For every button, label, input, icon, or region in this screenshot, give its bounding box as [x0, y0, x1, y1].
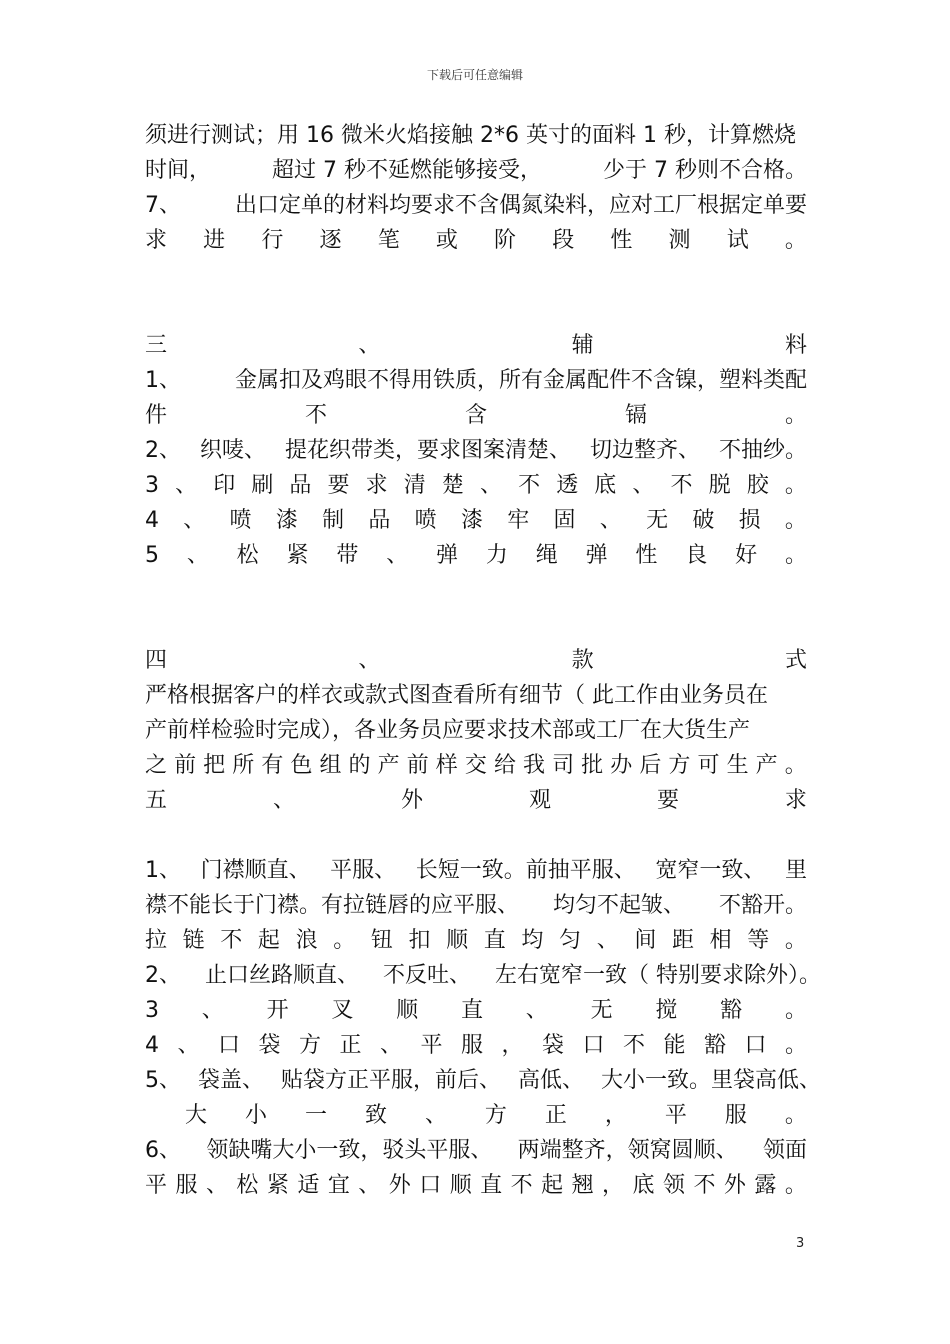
text-segment: 料	[784, 333, 807, 358]
text-segment: 起	[541, 1173, 564, 1198]
text-segment: 距	[671, 928, 694, 953]
text-segment: 两端整齐，领窝圆顺、	[517, 1138, 738, 1163]
text-segment: 6、	[145, 1138, 181, 1163]
text-segment: 大小一致。里袋高低、	[600, 1068, 821, 1093]
text-segment: 平	[420, 1033, 443, 1058]
text-segment: 良	[685, 543, 708, 568]
text-segment: 。	[784, 1033, 807, 1058]
text-segment: 松	[236, 1173, 259, 1198]
text-segment: 均	[521, 928, 544, 953]
text-segment: 要	[327, 473, 350, 498]
text-segment: 四	[145, 648, 168, 673]
text-segment: 、	[201, 998, 224, 1023]
text-segment: 扣	[408, 928, 431, 953]
text-segment: 紧	[266, 1173, 289, 1198]
text-segment: 求	[145, 228, 168, 253]
text-segment: 方	[298, 1033, 321, 1058]
text-segment: 不	[670, 473, 693, 498]
text-segment: 不豁开。	[718, 893, 807, 918]
text-segment: 不	[304, 403, 327, 428]
text-segment: 口	[744, 1033, 767, 1058]
text-segment: 直	[483, 928, 506, 953]
text-segment: 逐	[319, 228, 342, 253]
text-segment: 袋盖、	[197, 1068, 264, 1093]
text-segment: 组	[319, 753, 342, 778]
text-segment: 袋	[258, 1033, 281, 1058]
text-line	[145, 398, 807, 433]
text-segment: 所	[232, 753, 255, 778]
text-segment: 松	[236, 543, 259, 568]
text-segment: 的	[348, 753, 371, 778]
text-segment: 贴袋方正平服，前后、	[280, 1068, 501, 1093]
text-segment: 、	[479, 473, 502, 498]
text-line	[145, 363, 807, 398]
text-line	[145, 433, 807, 468]
text-segment: 口	[217, 1033, 240, 1058]
text-segment: 无	[646, 508, 669, 533]
text-segment: 5、	[145, 1068, 181, 1093]
text-segment: 叉	[331, 998, 354, 1023]
text-segment: 襟不能长于门襟。有拉链唇的应平服、	[145, 893, 520, 918]
text-segment: 脱	[708, 473, 731, 498]
text-segment: 方	[484, 1103, 507, 1128]
text-segment: 5	[145, 543, 159, 568]
text-segment: 顺	[449, 1173, 472, 1198]
text-segment: 刷	[251, 473, 274, 498]
text-segment: 、	[599, 508, 622, 533]
text-segment: 直	[460, 998, 483, 1023]
text-segment: 把	[203, 753, 226, 778]
text-segment: 相	[709, 928, 732, 953]
text-segment: 袋	[541, 1033, 564, 1058]
text-segment: 、	[379, 1033, 402, 1058]
text-segment: 平	[664, 1103, 687, 1128]
text-segment: 不反吐、	[382, 963, 471, 988]
text-segment: 辅	[571, 333, 594, 358]
text-segment: 领	[662, 1173, 685, 1198]
text-segment: 、	[525, 998, 548, 1023]
text-segment: 不	[693, 1173, 716, 1198]
text-segment: 试	[726, 228, 749, 253]
text-segment: 外	[400, 788, 423, 813]
text-segment: 性	[610, 228, 633, 253]
text-segment: 底	[594, 473, 617, 498]
text-segment: 4	[145, 1033, 159, 1058]
text-segment: 1、	[145, 368, 181, 393]
text-line	[145, 538, 807, 573]
text-segment: 时间，	[145, 158, 212, 183]
text-segment: 品	[289, 473, 312, 498]
text-segment: 一	[304, 1103, 327, 1128]
text-segment: 平服、	[330, 858, 397, 883]
text-line	[145, 713, 807, 748]
text-segment: 印	[213, 473, 236, 498]
text-segment: 露	[754, 1173, 777, 1198]
text-segment: 服	[724, 1103, 747, 1128]
text-segment: 我	[523, 753, 546, 778]
text-segment: 测	[668, 228, 691, 253]
text-segment: 行	[261, 228, 284, 253]
text-segment: 提花织带类，要求图案清楚、	[284, 438, 571, 463]
text-segment: 三	[145, 333, 168, 358]
text-segment: 固	[553, 508, 576, 533]
text-segment: 豁	[720, 998, 743, 1023]
text-segment: 、	[358, 648, 381, 673]
text-segment: 制	[322, 508, 345, 533]
text-segment: 漆	[275, 508, 298, 533]
text-segment: 式	[784, 648, 807, 673]
text-segment: 。	[333, 928, 356, 953]
text-segment: 、	[358, 333, 381, 358]
text-line	[145, 1028, 807, 1063]
text-segment: 适	[297, 1173, 320, 1198]
text-segment: 顺	[446, 928, 469, 953]
text-segment: 匀	[559, 928, 582, 953]
text-segment: 均匀不起皱、	[552, 893, 685, 918]
text-segment: 口	[419, 1173, 442, 1198]
text-line	[145, 993, 807, 1028]
text-segment: 性	[635, 543, 658, 568]
text-segment: 。	[784, 508, 807, 533]
text-line	[145, 853, 807, 888]
text-segment: 4	[145, 508, 159, 533]
text-segment: 开	[266, 998, 289, 1023]
text-line	[145, 1063, 821, 1098]
text-segment: 高低、	[517, 1068, 584, 1093]
text-segment: 司	[552, 753, 575, 778]
text-segment: 少于 7 秒则不合格。	[603, 158, 807, 183]
text-segment: 喷	[229, 508, 252, 533]
text-segment: 里	[784, 858, 807, 883]
text-segment: 正	[339, 1033, 362, 1058]
text-segment: 不	[518, 473, 541, 498]
text-segment: 出口定单的材料均要求不含偶氮染料，应对工厂根据定单要	[234, 193, 807, 218]
text-segment: 直	[480, 1173, 503, 1198]
text-segment: 、	[358, 1173, 381, 1198]
text-segment: 透	[556, 473, 579, 498]
text-line	[145, 503, 807, 538]
text-segment: 、	[186, 543, 209, 568]
text-segment: 产	[377, 753, 400, 778]
text-segment: 服	[175, 1173, 198, 1198]
text-line	[145, 748, 807, 783]
text-segment: 有	[261, 753, 284, 778]
text-segment: 清	[403, 473, 426, 498]
text-segment: 、	[632, 473, 655, 498]
text-line	[145, 468, 807, 503]
text-segment: 须进行测试；用 16 微米火焰接触 2*6 英寸的面料 1 秒，计算燃烧	[145, 123, 796, 148]
text-segment: 绳	[535, 543, 558, 568]
text-segment: 2、	[145, 438, 181, 463]
text-segment: 。	[784, 543, 807, 568]
text-segment: 、	[175, 473, 198, 498]
text-segment: 给	[493, 753, 516, 778]
text-segment: 可	[697, 753, 720, 778]
text-segment: 交	[464, 753, 487, 778]
text-segment: 胶	[746, 473, 769, 498]
text-segment: 产	[755, 753, 778, 778]
text-segment: 段	[552, 228, 575, 253]
text-segment: 求	[365, 473, 388, 498]
text-segment: 求	[784, 788, 807, 813]
text-segment: 品	[368, 508, 391, 533]
text-segment: 办	[610, 753, 633, 778]
text-segment: 件	[145, 403, 168, 428]
text-segment: 止口丝路顺直、	[204, 963, 359, 988]
section-heading-style	[145, 643, 807, 678]
text-segment: 弹	[436, 543, 459, 568]
text-segment: 能	[663, 1033, 686, 1058]
text-segment: 致	[364, 1103, 387, 1128]
text-segment: 款	[571, 648, 594, 673]
text-segment: 五	[145, 788, 168, 813]
text-segment: 、	[596, 928, 619, 953]
text-segment: 损	[738, 508, 761, 533]
text-segment: 外	[723, 1173, 746, 1198]
text-segment: 宜	[327, 1173, 350, 1198]
text-segment: 服	[460, 1033, 483, 1058]
text-line	[145, 153, 807, 188]
text-segment: 不	[622, 1033, 645, 1058]
text-segment: 不抽纱。	[718, 438, 807, 463]
text-segment: 拉	[145, 928, 168, 953]
text-line	[145, 188, 807, 223]
text-segment: 3	[145, 473, 159, 498]
text-segment: 带	[336, 543, 359, 568]
text-segment: ，	[602, 1173, 625, 1198]
text-segment: 。	[784, 1173, 807, 1198]
text-line	[145, 1098, 807, 1133]
text-segment: 。	[784, 403, 807, 428]
text-segment: 弹	[585, 543, 608, 568]
text-segment: 、	[272, 788, 295, 813]
text-segment: 。	[784, 1103, 807, 1128]
text-line	[145, 223, 807, 258]
text-segment: 。	[784, 228, 807, 253]
text-segment: 喷	[414, 508, 437, 533]
text-segment: 进	[203, 228, 226, 253]
text-segment: ，	[604, 1103, 627, 1128]
text-segment: 后	[639, 753, 662, 778]
text-segment: 不	[220, 928, 243, 953]
text-segment: 牢	[507, 508, 530, 533]
text-segment: ，	[501, 1033, 524, 1058]
text-segment: 平	[145, 1173, 168, 1198]
text-segment: 织唛、	[199, 438, 266, 463]
text-segment: 、	[183, 508, 206, 533]
text-segment: 左右宽窄一致（ 特别要求除外）。	[494, 963, 821, 988]
text-segment: 切边整齐、	[589, 438, 700, 463]
text-line	[145, 958, 821, 993]
text-segment: 正	[544, 1103, 567, 1128]
text-line	[145, 118, 807, 153]
text-segment: 紧	[286, 543, 309, 568]
text-segment: 力	[485, 543, 508, 568]
text-segment: 金属扣及鸡眼不得用铁质，所有金属配件不含镍，塑料类配	[234, 368, 807, 393]
text-line	[145, 1168, 807, 1203]
text-segment: 阶	[494, 228, 517, 253]
text-segment: 链	[182, 928, 205, 953]
text-segment: 之	[145, 753, 168, 778]
text-segment: 小	[244, 1103, 267, 1128]
text-segment: 色	[290, 753, 313, 778]
text-segment: 漆	[460, 508, 483, 533]
text-segment: 要	[656, 788, 679, 813]
text-segment: 严格根据客户的样衣或款式图查看所有细节（ 此工作由业务员在	[145, 683, 768, 708]
text-segment: 3	[145, 998, 159, 1023]
text-segment: 、	[205, 1173, 228, 1198]
text-segment: 样	[435, 753, 458, 778]
text-segment: 前	[174, 753, 197, 778]
section-heading-appearance	[145, 783, 807, 818]
text-segment: 生	[726, 753, 749, 778]
page-header: 下载后可任意编辑	[426, 68, 523, 82]
text-segment: 2、	[145, 963, 181, 988]
text-segment: 。	[784, 928, 807, 953]
document-body	[145, 118, 821, 1203]
text-segment: 。	[784, 473, 807, 498]
text-segment: 。	[784, 998, 807, 1023]
text-segment: 好	[735, 543, 758, 568]
text-segment: 超过 7 秒不延燃能够接受，	[272, 158, 542, 183]
text-line	[145, 678, 807, 713]
text-segment: 。	[784, 753, 807, 778]
text-segment: 起	[257, 928, 280, 953]
text-segment: 浪	[295, 928, 318, 953]
text-segment: 、	[386, 543, 409, 568]
text-segment: 外	[388, 1173, 411, 1198]
text-segment: 长短一致。前抽平服、	[415, 858, 636, 883]
text-segment: 不	[510, 1173, 533, 1198]
text-segment: 领面	[762, 1138, 807, 1163]
text-segment: 观	[528, 788, 551, 813]
text-segment: 前	[406, 753, 429, 778]
text-segment: 笔	[377, 228, 400, 253]
text-segment: 批	[581, 753, 604, 778]
text-segment: 翘	[571, 1173, 594, 1198]
text-segment: 、	[424, 1103, 447, 1128]
text-segment: 无	[590, 998, 613, 1023]
text-segment: 破	[692, 508, 715, 533]
text-segment: 钮	[370, 928, 393, 953]
text-segment: 7、	[145, 193, 181, 218]
text-segment: 大	[185, 1103, 208, 1128]
text-line	[145, 1133, 807, 1168]
text-segment: 产前样检验时完成），各业务员应要求技术部或工厂在大货生产	[145, 718, 751, 743]
text-segment: 领缺嘴大小一致，驳头平服、	[206, 1138, 493, 1163]
section-heading-accessories	[145, 328, 807, 363]
text-segment: 门襟顺直、	[200, 858, 311, 883]
text-segment: 或	[435, 228, 458, 253]
text-segment: 口	[582, 1033, 605, 1058]
page-number: 3	[796, 1236, 805, 1251]
text-segment: 楚	[441, 473, 464, 498]
text-segment: 1、	[145, 858, 181, 883]
text-segment: 豁	[703, 1033, 726, 1058]
text-line	[145, 888, 807, 923]
text-segment: 宽窄一致、	[655, 858, 766, 883]
text-segment: 含	[464, 403, 487, 428]
text-segment: 等	[747, 928, 770, 953]
text-segment: 顺	[396, 998, 419, 1023]
text-segment: 搅	[655, 998, 678, 1023]
text-line	[145, 923, 807, 958]
text-segment: 、	[177, 1033, 200, 1058]
text-segment: 间	[634, 928, 657, 953]
text-segment: 镉	[624, 403, 647, 428]
text-segment: 底	[632, 1173, 655, 1198]
text-segment: 方	[668, 753, 691, 778]
